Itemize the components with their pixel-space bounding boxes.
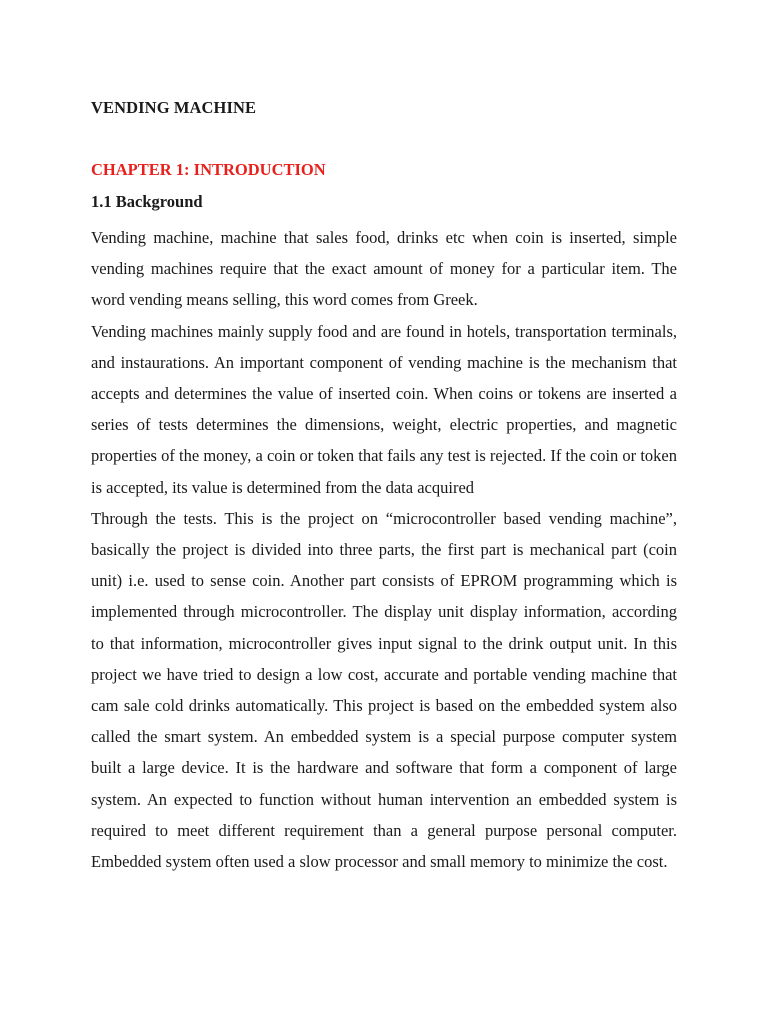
paragraph: Through the tests. This is the project on “microcontroller based vending machine”, basically the project is divided into three parts, the first part is mechanical part (coin unit) i.e. used to sense coin. Another part consists of EPROM programming which is implemented through microcontroller. The display unit display information, according to that information, microcontroller gives input signal to the drink output unit. In this project we have tried to design a low cost, accurate and portable vending machine that cam sale cold drinks automatically. This project is based on the embedded system also called the smart system. An embedded system is a special purpose computer system built a large device. It is the hardware and software that form a component of large system. An expected to function without human intervention an embedded system is required to meet different requirement than a general purpose personal computer. Embedded system often used a slow processor and small memory to minimize the cost. bbox=[91, 508, 677, 872]
paragraph: Vending machines mainly supply food and are found in hotels, transportation terminals, and instaurations. An important component of vending machine is the mechanism that accepts and determines the value of inserted coin. When coins or tokens are inserted a series of tests determines the dimensions, weight, electric properties, and magnetic properties of the money, a coin or token that fails any test is rejected. If the coin or token is accepted, its value is determined from the data acquired bbox=[91, 321, 677, 497]
document-body bbox=[91, 222, 677, 877]
section-heading: 1.1 Background bbox=[91, 192, 203, 211]
chapter-heading: CHAPTER 1: INTRODUCTION bbox=[91, 160, 326, 179]
paragraph: Vending machine, machine that sales food, drinks etc when coin is inserted, simple vending machines require that the exact amount of money for a particular item. The word vending means selling, this word comes from Greek. bbox=[91, 228, 677, 310]
document-title: VENDING MACHINE bbox=[91, 98, 257, 117]
